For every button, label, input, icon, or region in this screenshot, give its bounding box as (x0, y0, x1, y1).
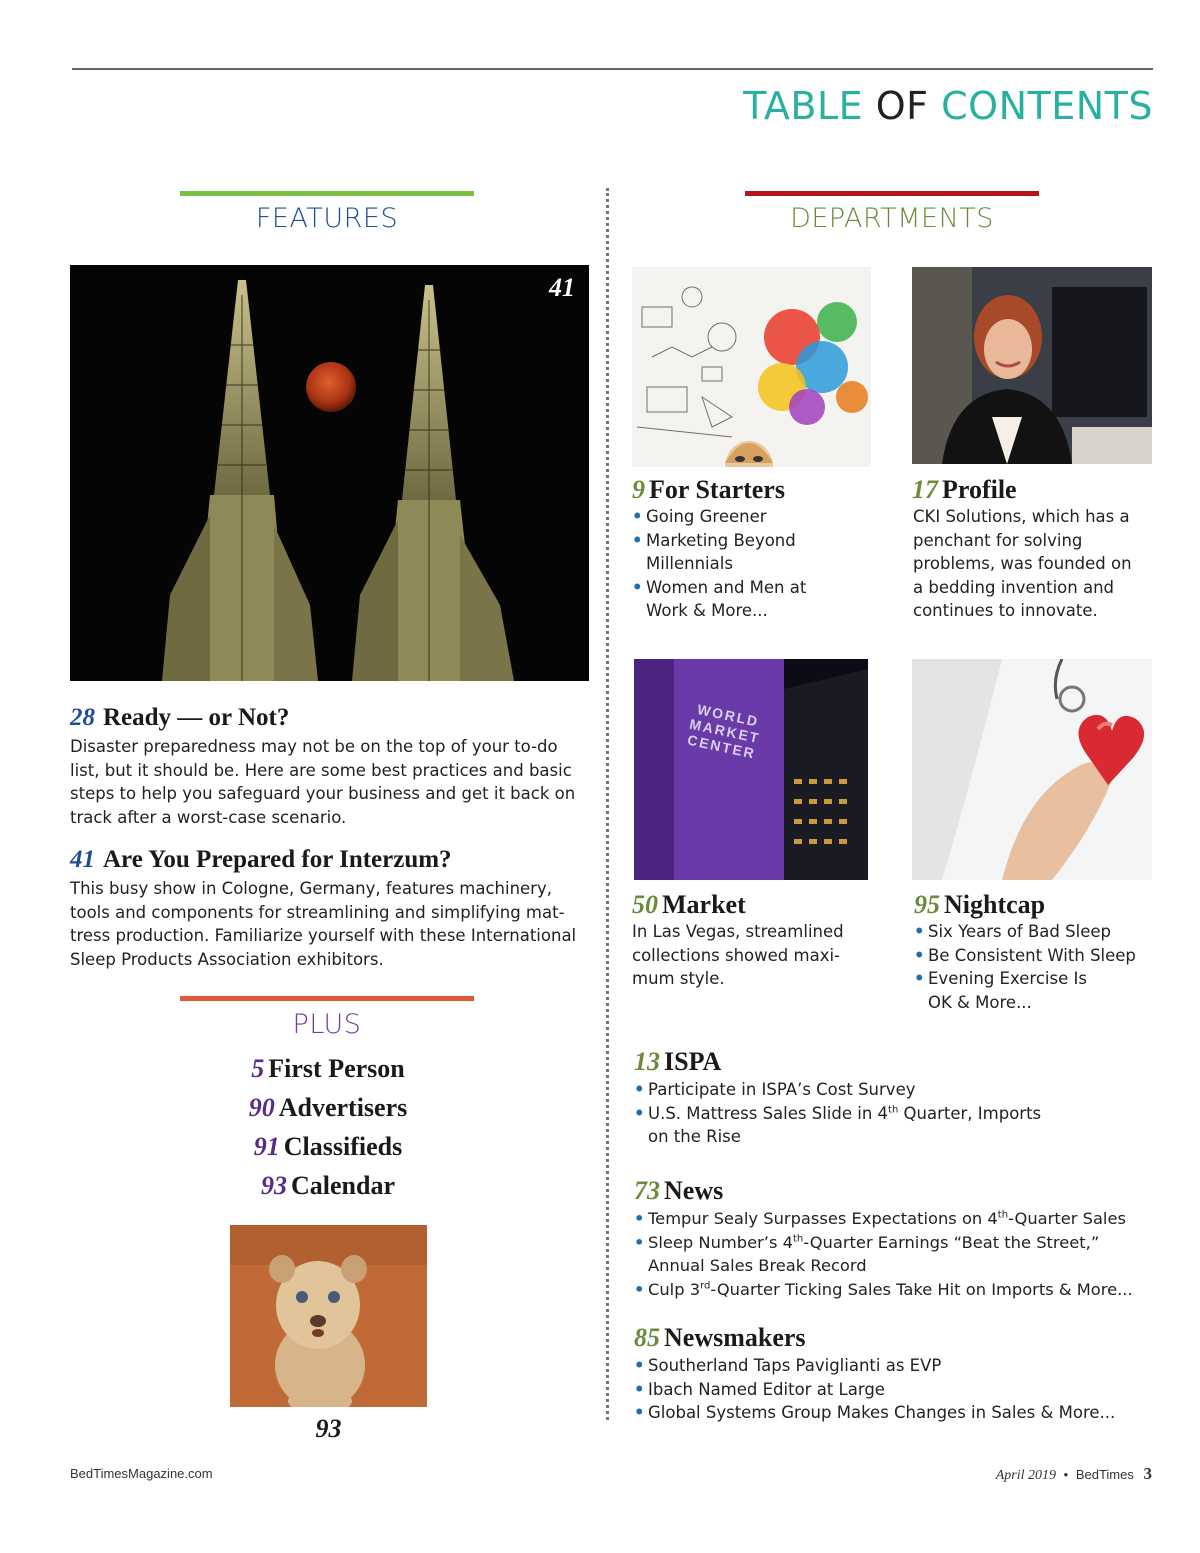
list-item: • Women and Men at Work & More... (632, 576, 816, 623)
list-item: • Going Greener (632, 505, 862, 529)
title-of: OF (875, 84, 929, 128)
ispa-list (634, 1078, 1064, 1149)
feature-description-interzum: This busy show in Cologne, Germany, features machinery, tools and components for streamlining and simplifying mat-tress production. Familiarize yourself with these International Sleep Products Association exhibitors. (70, 879, 577, 969)
lion-cub-photo (230, 1225, 427, 1407)
plus-heading: PLUS (292, 1009, 362, 1040)
dept-page-number: 13 (634, 1047, 660, 1076)
ordinal-suffix: th (888, 1104, 899, 1115)
dept-title-news (634, 1176, 723, 1206)
dept-title-ispa (634, 1047, 721, 1077)
dept-title-text: News (664, 1176, 724, 1205)
dept-title-text: For Starters (649, 475, 785, 504)
list-item-text: Quarter, Imports on the Rise (648, 1103, 1042, 1146)
nightcap-photo (912, 659, 1152, 880)
ordinal-suffix: rd (700, 1280, 711, 1292)
dept-title-for-starters (632, 475, 785, 505)
list-item: • Be Consistent With Sleep (914, 944, 1150, 968)
feature-page-number: 28 (70, 704, 95, 731)
plus-item-first-person (178, 1054, 478, 1084)
list-item (634, 1207, 1154, 1231)
dept-title-text: ISPA (664, 1047, 722, 1076)
feature-title-ready (70, 704, 289, 732)
dept-page-number: 95 (914, 890, 940, 919)
market-description: In Las Vegas, streamlined collections showed maxi-mum style. (632, 922, 844, 988)
dept-title-text: Profile (942, 475, 1017, 504)
list-item (634, 1102, 1064, 1149)
top-rule (72, 68, 1153, 70)
dept-title-nightcap (914, 890, 1045, 920)
list-item-text: U.S. Mattress Sales Slide in 4 (648, 1103, 889, 1123)
list-item-text: -Quarter Ticking Sales Take Hit on Imports & More... (710, 1279, 1133, 1299)
for-starters-list (632, 505, 862, 623)
departments-bar (745, 191, 1039, 196)
profile-photo (912, 267, 1152, 464)
footer-site: BedTimesMagazine.com (70, 1466, 213, 1481)
list-item-text: Sleep Number’s 4 (648, 1232, 793, 1252)
list-item: • Evening Exercise Is OK & More... (914, 967, 1108, 1014)
departments-heading: DEPARTMENTS (790, 203, 994, 234)
dept-title-profile (912, 475, 1017, 505)
nightcap-list (914, 920, 1150, 1014)
feature-title-text: Ready — or Not? (103, 704, 290, 731)
title-contents: CONTENTS (941, 84, 1153, 128)
ordinal-suffix: th (997, 1209, 1009, 1221)
newsmakers-list (634, 1354, 1154, 1425)
footer-magazine: BedTimes (1075, 1467, 1134, 1482)
list-item (634, 1278, 1154, 1302)
features-heading: FEATURES (255, 203, 399, 234)
plus-page-number: 5 (251, 1054, 265, 1083)
features-bar (180, 191, 474, 196)
page-title (743, 84, 1153, 128)
list-item: • Ibach Named Editor at Large (634, 1378, 1154, 1402)
plus-item-title: Advertisers (278, 1093, 408, 1122)
dept-page-number: 17 (912, 475, 938, 504)
market-building-sign: WORLD MARKET CENTER (685, 700, 762, 762)
lion-photo-page-number: 93 (315, 1414, 342, 1443)
ordinal-suffix: th (793, 1233, 804, 1245)
list-item: • Marketing Beyond Millennials (632, 529, 816, 576)
footer-page-number: 3 (1143, 1464, 1152, 1483)
dept-title-text: Nightcap (944, 890, 1046, 919)
dept-page-number: 85 (634, 1323, 660, 1352)
plus-page-number: 90 (248, 1093, 275, 1122)
cathedral-photo (70, 265, 589, 681)
plus-item-title: First Person (268, 1054, 405, 1083)
footer-separator: • (1063, 1467, 1069, 1482)
dept-page-number: 9 (632, 475, 645, 504)
market-photo (634, 659, 868, 880)
profile-description: CKI Solutions, which has a penchant for solving problems, was founded on a bedding invention and continues to innovate. (913, 507, 1132, 620)
dept-title-text: Newsmakers (664, 1323, 806, 1352)
plus-item-title: Calendar (291, 1171, 395, 1200)
feature-title-text: Are You Prepared for Interzum? (103, 846, 452, 873)
plus-page-number: 93 (261, 1171, 287, 1200)
plus-item-title: Classifieds (283, 1132, 403, 1161)
title-table: TABLE (743, 84, 864, 128)
feature-description-ready: Disaster preparedness may not be on the top of your to-do list, but it should be. Here are some best practices and basic steps to help you safeguard your business and get it back on track after a worst-case scenario. (70, 737, 576, 827)
dept-title-newsmakers (634, 1323, 806, 1353)
feature-photo-page-number: 41 (549, 273, 575, 302)
news-list (634, 1207, 1154, 1301)
list-item-text: Tempur Sealy Surpasses Expectations on 4 (648, 1209, 998, 1228)
dept-page-number: 73 (634, 1176, 660, 1205)
dept-title-text: Market (662, 890, 746, 919)
plus-page-number: 91 (253, 1132, 280, 1161)
list-item: • Southerland Taps Paviglianti as EVP (634, 1354, 1154, 1378)
dept-page-number: 50 (632, 890, 658, 919)
list-item-text: Culp 3 (648, 1279, 701, 1299)
feature-title-interzum (70, 846, 452, 874)
plus-bar (180, 996, 474, 1001)
feature-page-number: 41 (70, 846, 95, 873)
list-item-text: -Quarter Earnings “Beat the Street,” Annual Sales Break Record (648, 1232, 1100, 1275)
list-item: • Six Years of Bad Sleep (914, 920, 1150, 944)
list-item: • Participate in ISPA’s Cost Survey (634, 1078, 1064, 1102)
for-starters-photo (632, 267, 871, 467)
footer-date: April 2019 (995, 1468, 1057, 1483)
column-divider (606, 188, 609, 1420)
list-item (634, 1231, 1128, 1278)
list-item-text: -Quarter Sales (1008, 1209, 1126, 1228)
plus-item-advertisers (178, 1093, 478, 1123)
dept-title-market (632, 890, 746, 920)
footer-folio (996, 1464, 1152, 1484)
plus-item-calendar (178, 1171, 478, 1201)
plus-item-classifieds (178, 1132, 478, 1162)
list-item: • Global Systems Group Makes Changes in Sales & More... (634, 1401, 1154, 1425)
